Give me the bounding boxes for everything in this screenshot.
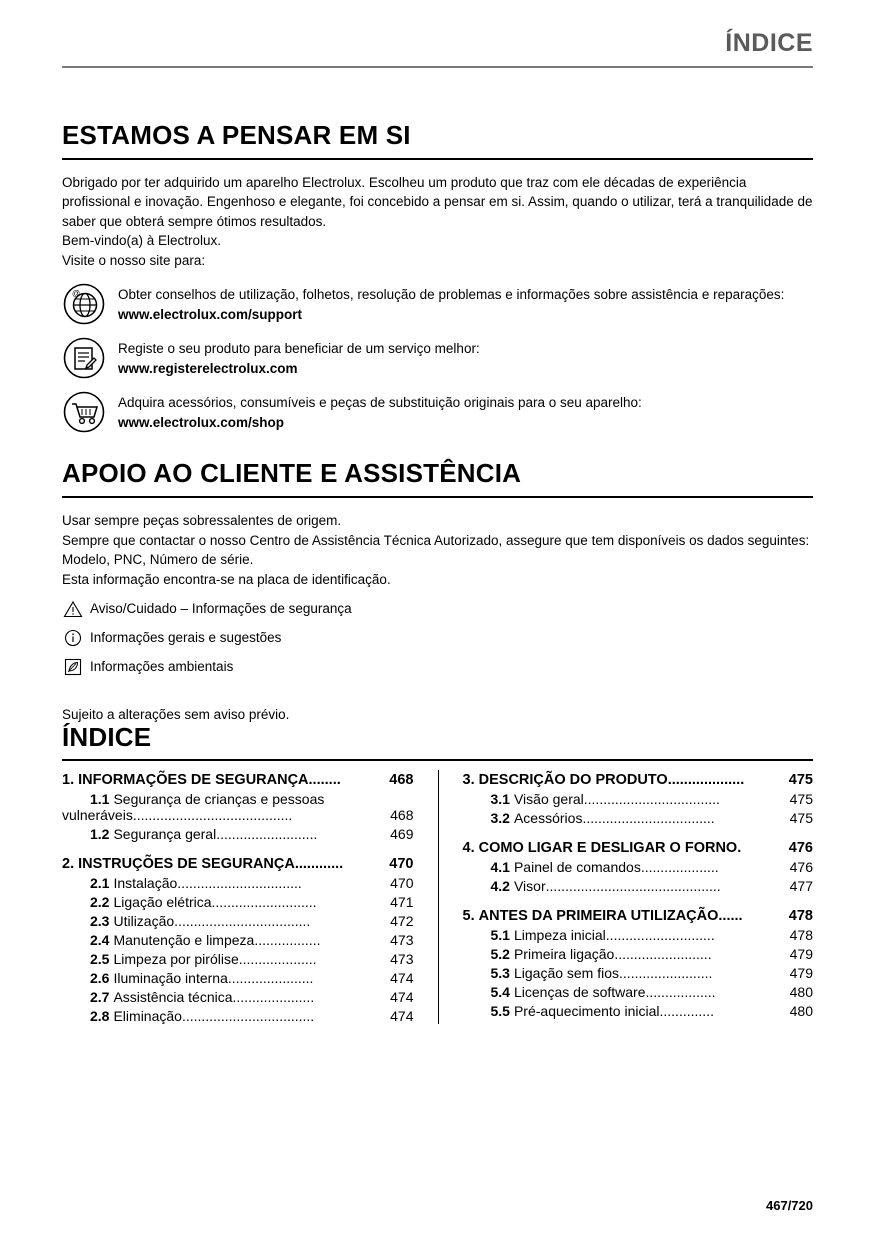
leaf-environment-icon (62, 657, 84, 677)
toc-subitem-number: 5.3 (490, 964, 510, 981)
toc-subitem[interactable] (463, 984, 814, 1000)
legend-row-warning (62, 599, 813, 619)
toc-subitem-number: 2.2 (90, 893, 110, 910)
toc-subitem-number: 2.6 (90, 969, 110, 986)
toc-subitem-page: 477 (789, 877, 813, 894)
page-number: 467/720 (766, 1198, 813, 1213)
toc-dots: .......................... (216, 825, 318, 842)
toc-subitem-page: 471 (390, 893, 414, 910)
toc-dots: .................................. (582, 809, 715, 826)
toc-chapter-number: 3. (462, 771, 475, 788)
toc-subitem-page: 479 (789, 945, 813, 962)
toc-dots: .................... (238, 950, 317, 967)
legend-row-environment (62, 657, 813, 677)
toc-subitem-page: 470 (390, 874, 414, 891)
intro-heading-divider (62, 158, 813, 160)
header-title: ÍNDICE (725, 29, 813, 57)
toc-dots: ...... (718, 907, 743, 924)
toc-dots: ........................ (619, 964, 713, 981)
link-url-register[interactable]: www.registerelectrolux.com (118, 360, 298, 376)
link-text-register (118, 336, 480, 378)
toc-dots: ............................................. (545, 877, 721, 894)
toc-dots: .................... (640, 858, 719, 875)
toc-subitem-label: Manutenção e limpeza (113, 931, 255, 948)
toc-subitem[interactable] (463, 859, 814, 875)
toc-subitem-label: Limpeza inicial (513, 926, 606, 943)
legend-text-environment: Informações ambientais (90, 658, 234, 674)
intro-section (62, 120, 813, 435)
toc-chapter-number: 2. (62, 855, 75, 872)
legend-text-info: Informações gerais e sugestões (90, 629, 282, 645)
toc-subitem-number: 5.1 (490, 926, 510, 943)
index-section (62, 722, 813, 1024)
support-note: Sujeito a alterações sem aviso prévio. (62, 706, 290, 722)
toc-dots: .............. (659, 1002, 714, 1019)
header-divider (62, 66, 813, 68)
toc-dots: .................................. (181, 1007, 315, 1024)
support-heading: APOIO AO CLIENTE E ASSISTÊNCIA (62, 458, 522, 489)
link-text-shop (118, 390, 642, 432)
toc-subitem-number: 1.2 (90, 825, 110, 842)
toc-subitem-page: 473 (390, 950, 414, 967)
toc-subitem-label: Segurança geral (113, 825, 217, 842)
toc-subitem-page: 468 (390, 806, 414, 823)
toc-subitem[interactable] (62, 913, 414, 929)
toc-subitem-label: Ligação elétrica (113, 893, 212, 910)
toc-chapter[interactable] (463, 840, 814, 856)
toc-chapter-page: 470 (389, 855, 414, 872)
link-url-support[interactable]: www.electrolux.com/support (118, 306, 303, 322)
page-header (62, 0, 813, 68)
link-row-register (62, 336, 813, 380)
toc-subitem-page: 475 (789, 790, 813, 807)
toc-subitem-number: 5.5 (490, 1002, 510, 1019)
toc-dots: ........................... (211, 893, 317, 910)
legend-text-warning: Aviso/Cuidado – Informações de segurança (90, 600, 352, 616)
toc-subitem-number: 2.3 (90, 912, 110, 929)
toc-chapter-label: INSTRUÇÕES DE SEGURANÇA (78, 855, 295, 872)
support-line-1: Usar sempre peças sobressalentes de origem. (62, 513, 342, 529)
intro-visit: Visite o nosso site para: (62, 252, 206, 268)
toc-subitem-number: 1.1 (90, 790, 110, 807)
toc-subitem-label: Acessórios (513, 809, 583, 826)
toc-subitem-label: Licenças de software (513, 983, 646, 1000)
toc-subitem-page: 474 (390, 1007, 414, 1024)
toc-column-right (438, 770, 814, 1024)
toc-subitem-label: Utilização (113, 912, 175, 929)
toc-dots: ......................................... (132, 806, 293, 823)
toc-subitem-page: 475 (789, 809, 813, 826)
toc-subitem-number: 2.8 (90, 1007, 110, 1024)
toc-subitem-label: Painel de comandos (513, 858, 641, 875)
toc-dots: ........ (308, 771, 341, 788)
link-row-support (62, 282, 813, 326)
toc-subitem-page: 474 (390, 969, 414, 986)
toc-subitem-page: 478 (789, 926, 813, 943)
globe-icon (62, 282, 106, 326)
toc-subitem-number: 4.2 (490, 877, 510, 894)
toc-subitem[interactable] (463, 791, 814, 807)
toc-subitem-number: 2.5 (90, 950, 110, 967)
toc-chapter-label: COMO LIGAR E DESLIGAR O FORNO. (478, 839, 742, 856)
toc-dots: .................. (645, 983, 716, 1000)
toc-column-left (62, 770, 438, 1024)
toc-subitem-label: Primeira ligação (513, 945, 615, 962)
intro-paragraph: Obrigado por ter adquirido um aparelho Electrolux. Escolheu um produto que traz com ele décadas de experiência profissional e inovação. Engenhoso e elegante, foi concebido a pensar em si. Assim, quando o utilizar, terá a tranquilidade de saber que obterá sempre ótimos resultados. (62, 174, 813, 229)
table-of-contents (62, 770, 813, 1024)
toc-subitem[interactable] (463, 810, 814, 826)
shopping-cart-icon (62, 390, 106, 434)
toc-dots: ................. (254, 931, 321, 948)
toc-subitem-page: 472 (390, 912, 414, 929)
toc-subitem-label: Segurança de crianças e pessoas (113, 790, 325, 807)
toc-subitem[interactable] (62, 791, 414, 823)
toc-chapter[interactable] (62, 856, 414, 872)
toc-chapter-page: 476 (788, 839, 813, 856)
toc-subitem-label: Ligação sem fios (513, 964, 620, 981)
toc-subitem-label: Visão geral (513, 790, 584, 807)
toc-subitem-page: 480 (789, 983, 813, 1000)
toc-chapter[interactable] (62, 772, 414, 788)
toc-subitem-label: Iluminação interna (113, 969, 228, 986)
toc-subitem[interactable] (62, 826, 414, 842)
toc-subitem-number: 3.2 (490, 809, 510, 826)
toc-dots: ...................... (227, 969, 314, 986)
toc-chapter-number: 4. (462, 839, 475, 856)
toc-subitem-number: 4.1 (490, 858, 510, 875)
toc-subitem[interactable] (463, 965, 814, 981)
toc-chapter-label: INFORMAÇÕES DE SEGURANÇA (78, 771, 309, 788)
toc-dots: ................... (667, 771, 745, 788)
toc-subitem-label: Pré-aquecimento inicial (513, 1002, 660, 1019)
toc-subitem[interactable] (62, 989, 414, 1005)
toc-dots: ..................... (232, 988, 315, 1005)
legend-row-info (62, 628, 813, 648)
register-document-icon (62, 336, 106, 380)
link-description-register: Registe o seu produto para beneficiar de um serviço melhor: (118, 341, 480, 357)
link-url-shop[interactable]: www.electrolux.com/shop (118, 414, 285, 430)
toc-subitem[interactable] (62, 894, 414, 910)
toc-subitem[interactable] (62, 951, 414, 967)
toc-subitem[interactable] (62, 970, 414, 986)
toc-chapter-number: 5. (462, 907, 475, 924)
index-heading-divider (62, 759, 813, 761)
toc-chapter-page: 478 (788, 907, 813, 924)
toc-subitem[interactable] (463, 878, 814, 894)
toc-subitem[interactable] (62, 1008, 414, 1024)
toc-dots: ......................... (614, 945, 712, 962)
support-line-2: Sempre que contactar o nosso Centro de Assistência Técnica Autorizado, assegure que tem disponíveis os dados seguintes: Modelo, PNC, Número de série. (62, 532, 810, 568)
toc-dots: ............ (294, 855, 344, 872)
toc-subitem-label: Eliminação (113, 1007, 182, 1024)
toc-subitem-label: Assistência técnica (113, 988, 233, 1005)
intro-heading: ESTAMOS A PENSAR EM SI (62, 119, 411, 150)
toc-subitem[interactable] (463, 927, 814, 943)
toc-chapter[interactable] (463, 772, 814, 788)
svg-text:@: @ (72, 289, 81, 299)
toc-subitem-number: 2.7 (90, 988, 110, 1005)
link-text-support (118, 282, 784, 324)
toc-chapter[interactable] (463, 908, 814, 924)
info-circle-icon (62, 628, 84, 648)
toc-subitem-number: 2.4 (90, 931, 110, 948)
link-row-shop (62, 390, 813, 434)
toc-chapter-label: ANTES DA PRIMEIRA UTILIZAÇÃO (478, 907, 719, 924)
toc-subitem[interactable] (62, 875, 414, 891)
intro-welcome: Bem-vindo(a) à Electrolux. (62, 233, 222, 249)
support-heading-divider (62, 496, 813, 498)
toc-subitem-page: 469 (390, 825, 414, 842)
toc-subitem-label: Visor (513, 877, 546, 894)
toc-dots: ................................ (177, 874, 302, 891)
toc-subitem-number: 5.2 (490, 945, 510, 962)
toc-subitem[interactable] (463, 1003, 814, 1019)
toc-chapter-number: 1. (62, 771, 75, 788)
link-description-support: Obter conselhos de utilização, folhetos, resolução de problemas e informações sobre assistência e reparações: (118, 287, 785, 303)
toc-subitem[interactable] (463, 946, 814, 962)
link-description-shop: Adquira acessórios, consumíveis e peças de substituição originais para o seu aparelho: (118, 395, 642, 411)
support-section (62, 458, 813, 721)
toc-subitem-page: 479 (789, 964, 813, 981)
toc-subitem-label: Instalação (113, 874, 178, 891)
toc-subitem-page: 474 (390, 988, 414, 1005)
toc-subitem-page: 476 (789, 858, 813, 875)
toc-subitem-page: 480 (789, 1002, 813, 1019)
toc-subitem-number: 3.1 (490, 790, 510, 807)
toc-subitem-page: 473 (390, 931, 414, 948)
toc-chapter-page: 468 (389, 771, 414, 788)
toc-subitem[interactable] (62, 932, 414, 948)
toc-subitem-number: 2.1 (90, 874, 110, 891)
support-line-3: Esta informação encontra-se na placa de identificação. (62, 572, 391, 587)
toc-chapter-label: DESCRIÇÃO DO PRODUTO (478, 771, 668, 788)
index-heading: ÍNDICE (62, 721, 152, 752)
warning-triangle-icon (62, 599, 84, 619)
toc-subitem-label-cont: vulneráveis (62, 806, 133, 823)
toc-subitem-number: 5.4 (490, 983, 510, 1000)
toc-dots: ................................... (583, 790, 720, 807)
toc-dots: ............................ (605, 926, 715, 943)
link-rows (62, 282, 813, 434)
toc-dots: ................................... (174, 912, 311, 929)
toc-chapter-page: 475 (788, 771, 813, 788)
toc-subitem-label: Limpeza por pirólise (113, 950, 239, 967)
